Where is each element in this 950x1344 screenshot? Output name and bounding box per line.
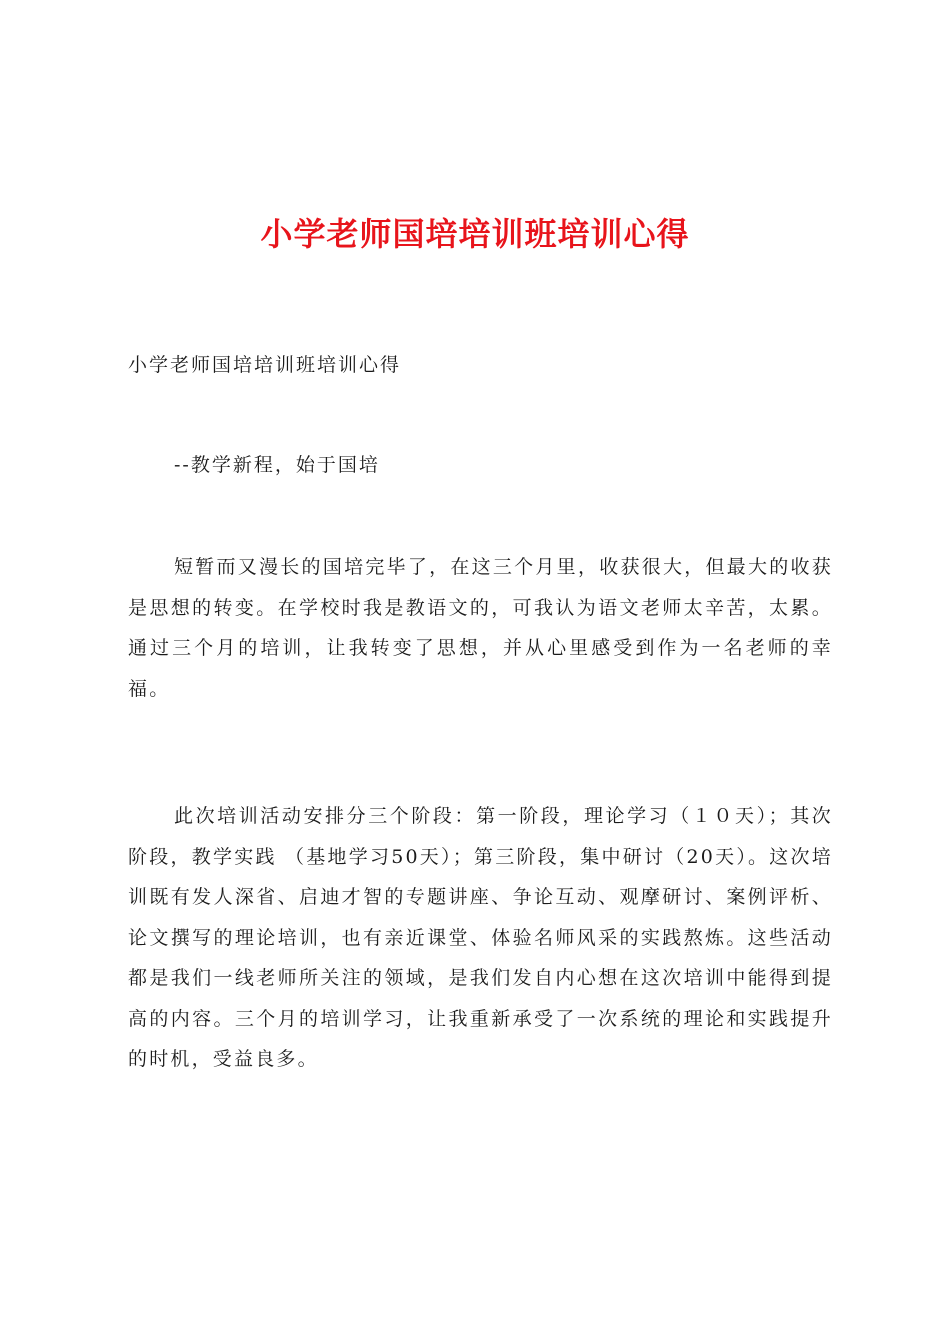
document-title: 小学老师国培培训班培训心得 <box>260 215 690 253</box>
paragraph-1: 短暂而又漫长的国培完毕了，在这三个月里，收获很大，但最大的收获是思想的转变。在学校时我是教语文的，可我认为语文老师太辛苦，太累。通过三个月的培训，让我转变了思想，并从心里感受到作为一名老师的幸福。 <box>128 556 833 700</box>
paragraph-2: 此次培训活动安排分三个阶段：第一阶段，理论学习（１０天）；其次阶段，教学实践 （基地学习50天）；第三阶段，集中研讨（20天）。这次培训既有发人深省、启迪才智的专题讲座、争论互动、观摩研讨、案例评析、论文撰写的理论培训，也有亲近课堂、体验名师风采的实践熬炼。这些活动都是我们一线老师所关注的领域，是我们发自内心想在这次培训中能得到提高的内容。三个月的培训学习，让我重新承受了一次系统的理论和实践提升的时机，受益良多。 <box>128 805 833 1070</box>
document-subtitle: 小学老师国培培训班培训心得 <box>128 354 402 376</box>
tagline: --教学新程，始于国培 <box>174 454 380 476</box>
